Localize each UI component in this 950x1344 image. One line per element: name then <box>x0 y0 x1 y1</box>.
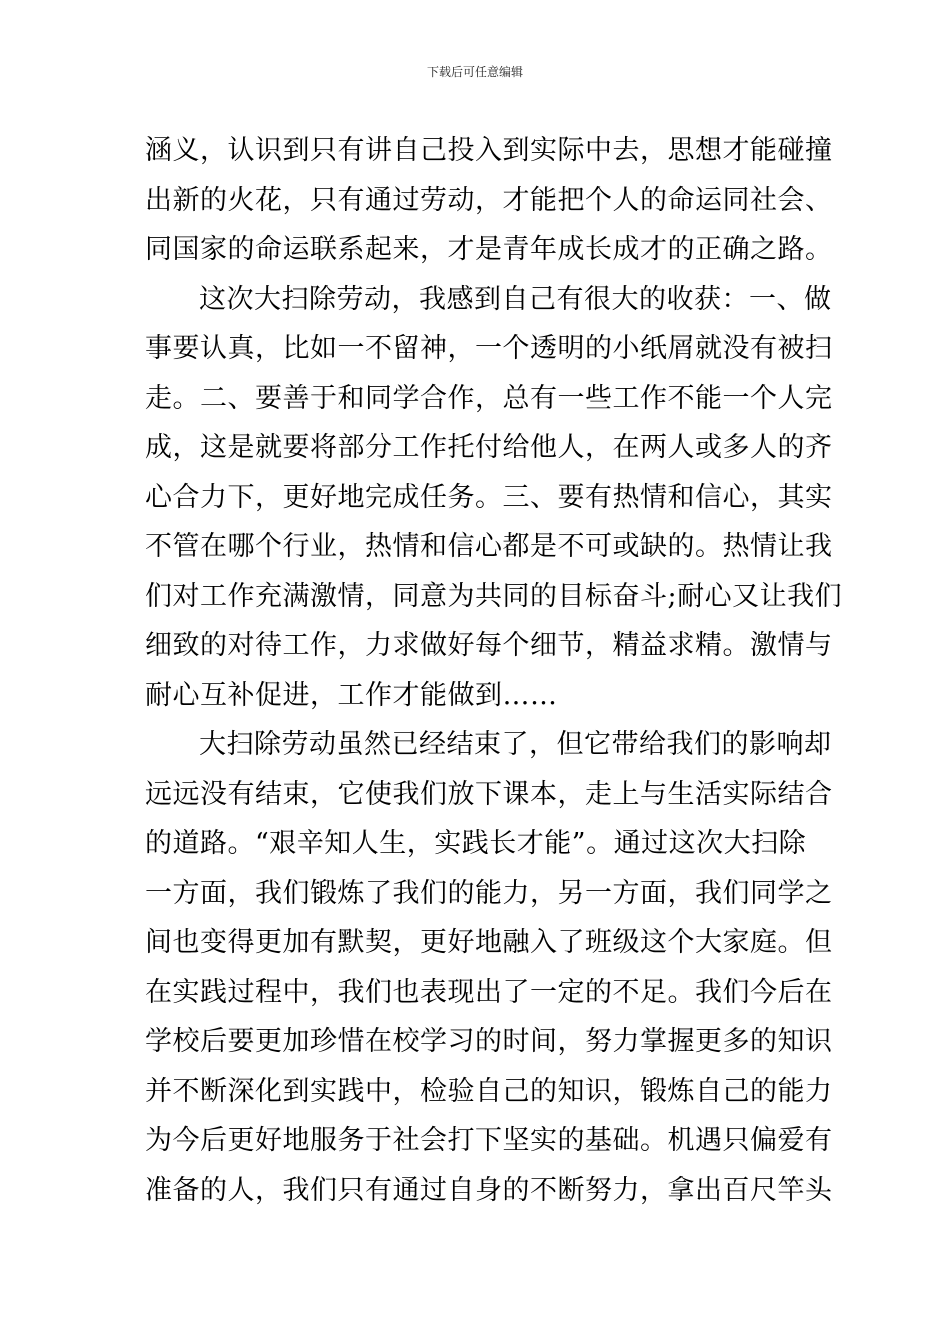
text-line: 涵义，认识到只有讲自己投入到实际中去，思想才能碰撞 <box>145 135 833 166</box>
page-header: 下载后可任意编辑 <box>426 65 523 79</box>
text-line: 学校后要更加珍惜在校学习的时间，努力掌握更多的知识 <box>145 1026 833 1057</box>
text-line: 们对工作充满激情，同意为共同的目标奋斗;耐心又让我们 <box>145 580 843 612</box>
text-line: 走。二、要善于和同学合作，总有一些工作不能一个人完 <box>145 382 833 414</box>
paragraph-start-line: 大扫除劳动虽然已经结束了，但它带给我们的影响却 <box>199 729 832 760</box>
text-line: 出新的火花，只有通过劳动，才能把个人的命运同社会、 <box>145 184 833 216</box>
text-line: 成，这是就要将部分工作托付给他人，在两人或多人的齐 <box>145 432 833 463</box>
text-line: 在实践过程中，我们也表现出了一定的不足。我们今后在 <box>145 976 833 1008</box>
body-text <box>145 126 843 1215</box>
text-line: 细致的对待工作，力求做好每个细节，精益求精。激情与 <box>145 630 833 661</box>
text-line: 间也变得更加有默契，更好地融入了班级这个大家庭。但 <box>145 927 833 958</box>
text-line: 心合力下，更好地完成任务。三、要有热情和信心，其实 <box>145 481 833 513</box>
text-line: 不管在哪个行业，热情和信心都是不可或缺的。热情让我 <box>145 531 833 562</box>
text-line: 并不断深化到实践中，检验自己的知识，锻炼自己的能力 <box>145 1075 833 1107</box>
text-line: 的道路。“艰辛知人生，实践长才能”。通过这次大扫除 <box>145 828 807 859</box>
text-line: 一方面，我们锻炼了我们的能力，另一方面，我们同学之 <box>145 877 833 909</box>
text-line: 同国家的命运联系起来，才是青年成长成才的正确之路。 <box>145 234 833 265</box>
text-line: 准备的人，我们只有通过自身的不断努力，拿出百尺竿头 <box>145 1174 833 1206</box>
paragraph-start-line: 这次大扫除劳动，我感到自己有很大的收获：一、做 <box>199 283 832 315</box>
text-line: 事要认真，比如一不留神，一个透明的小纸屑就没有被扫 <box>145 333 833 364</box>
text-line: 耐心互补促进，工作才能做到…… <box>145 679 558 711</box>
text-line: 为今后更好地服务于社会打下坚实的基础。机遇只偏爱有 <box>145 1125 833 1156</box>
text-line: 远远没有结束，它使我们放下课本，走上与生活实际结合 <box>145 778 833 810</box>
